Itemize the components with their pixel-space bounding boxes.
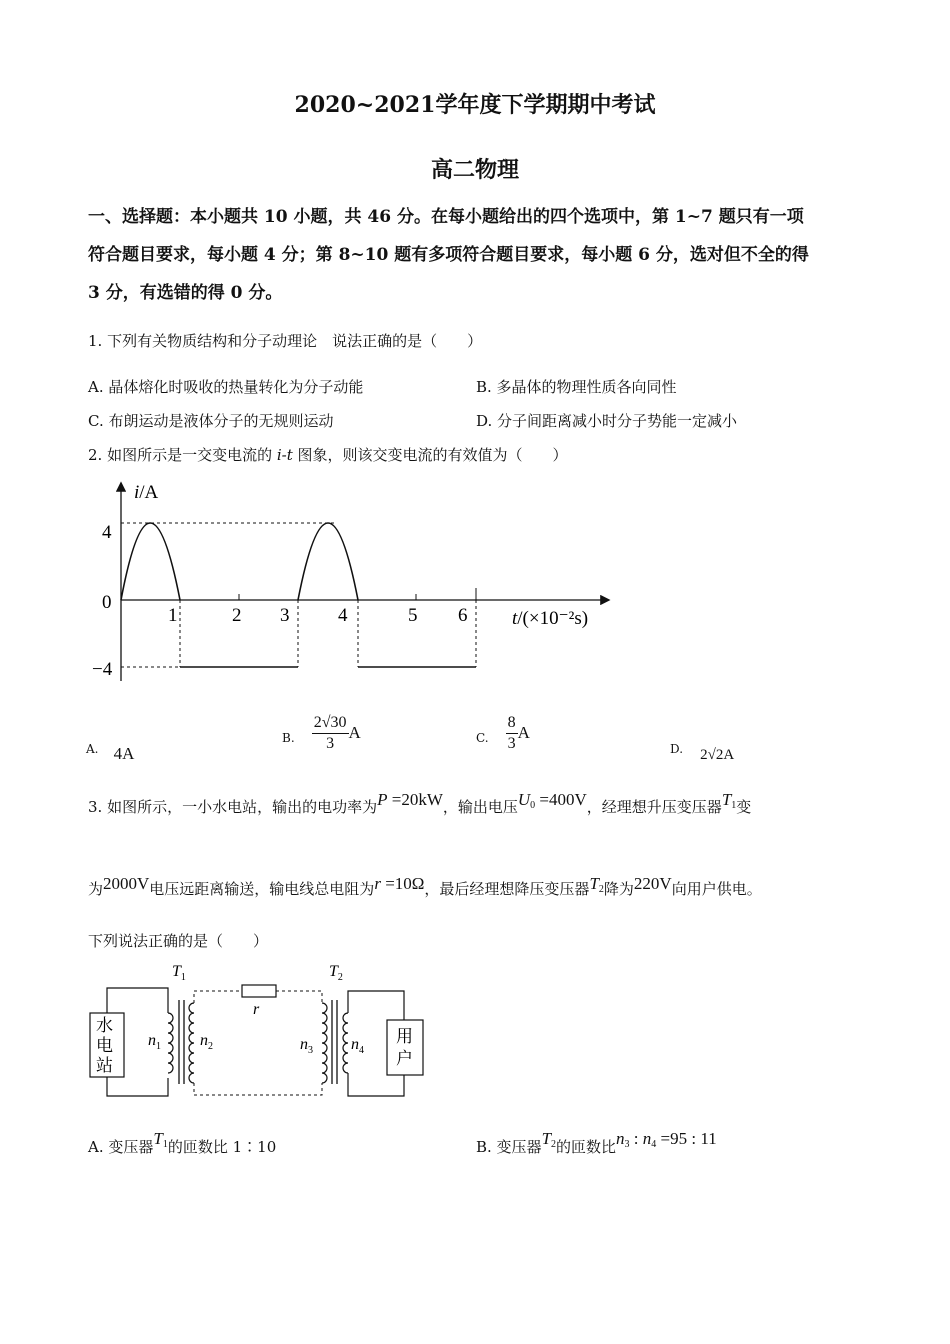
q2-option-c-unit: A	[517, 723, 530, 742]
q3-option-a	[88, 1129, 277, 1158]
q3-text-1: 3. 如图所示，一小水电站，输出的电功率为	[88, 798, 378, 816]
x-tick-5: 5	[408, 605, 418, 626]
coil-n3	[322, 1003, 327, 1083]
station-char-3: 站	[96, 1056, 113, 1075]
q1-option-a: A. 晶体熔化时吸收的热量转化为分子动能	[88, 378, 364, 396]
section-1-line-2: 符合题目要求，每小题 4 分；第 8~10 题有多项符合题目要求，每小题 6 分，选对但不全的得	[88, 245, 809, 265]
x-tick-3: 3	[280, 605, 290, 626]
q2-option-c-label: C.	[476, 731, 489, 745]
q1-stem: 1. 下列有关物质结构和分子动理论 说法正确的是（ ）	[88, 332, 483, 350]
q3-220v: 220V	[633, 874, 672, 893]
q2-option-c-numerator: 8	[506, 713, 518, 734]
q3-resistance-formula: r =10Ω	[374, 874, 425, 893]
q2-option-b-label: B.	[282, 731, 295, 745]
primary-loop-wire-bottom	[107, 1077, 168, 1096]
y-tick-neg4: −4	[92, 659, 113, 680]
half-sine-1	[121, 523, 180, 600]
q3-text-3: ，经理想升压变压器	[586, 798, 722, 816]
section-1-line-1: 一、选择题：本小题共 10 小题，共 46 分。在每小题给出的四个选项中，第 1~7 题只有一项	[88, 207, 804, 227]
exam-title: 2020~2021学年度下学期期中考试	[294, 92, 656, 118]
secondary-loop-wire-top	[348, 991, 404, 1020]
q3-t1-symbol: $T_1$	[721, 790, 737, 811]
q2-stem-pre: 2. 如图所示是一交变电流的	[88, 446, 277, 464]
transmission-line-top	[194, 991, 242, 1003]
q3-text-4: 变	[736, 798, 752, 816]
transmission-line-bottom	[194, 1083, 322, 1095]
q3-power-formula: P =20kW	[377, 790, 443, 809]
q2-stem-var: i-t	[276, 446, 293, 464]
q3-stem-line-2	[88, 874, 762, 900]
subject-title: 高二物理	[430, 157, 519, 183]
q3-option-a-t1: $T_1$	[153, 1129, 168, 1150]
t2-label: $T_2$	[329, 963, 343, 983]
coil-n2	[189, 1003, 194, 1083]
q3-option-a-post: 的匝数比 1∶10	[167, 1138, 277, 1156]
n4-label: $n_4$	[351, 1036, 364, 1056]
y-tick-0: 0	[102, 592, 112, 613]
q2-option-b-fraction	[312, 713, 349, 754]
q3-t2-symbol: $T_2$	[589, 874, 604, 895]
q2-option-d-value: 2√2A	[700, 747, 735, 763]
q2-option-a-label: A.	[86, 742, 99, 756]
q2-stem	[88, 444, 568, 465]
section-1-line-3: 3 分，有选错的得 0 分。	[88, 283, 283, 303]
q3-voltage-formula: $U_0 =400V$	[517, 790, 587, 811]
q2-option-c-denominator: 3	[507, 735, 516, 752]
n1-label: $n_1$	[148, 1032, 161, 1052]
q3-2000v: 2000V	[103, 874, 150, 893]
q2-option-b-unit: A	[348, 723, 361, 742]
q3-option-a-pre: A. 变压器	[88, 1138, 154, 1156]
x-tick-4: 4	[338, 605, 348, 626]
q1-option-d: D. 分子间距离减小时分子势能一定减小	[476, 412, 738, 430]
x-axis-label: t/(×10⁻²s)	[512, 608, 589, 629]
q2-option-c-fraction	[506, 713, 518, 754]
resistor-label: r	[253, 1001, 260, 1018]
i-t-graph	[88, 476, 618, 686]
x-tick-2: 2	[232, 605, 242, 626]
x-tick-1: 1	[168, 605, 178, 626]
q2-option-a	[86, 738, 135, 763]
user-char-2: 户	[396, 1049, 413, 1068]
transmission-line-top-right	[276, 991, 322, 1003]
y-tick-4: 4	[102, 522, 112, 543]
n3-label: $n_3$	[300, 1036, 313, 1056]
q3-l2-mid3: 降为	[603, 880, 634, 898]
q2-option-b	[282, 713, 361, 754]
n2-label: $n_2$	[200, 1032, 213, 1052]
q3-stem-line-3: 下列说法正确的是（ ）	[88, 932, 269, 950]
q2-option-c	[476, 713, 530, 754]
q2-option-a-value: 4A	[113, 744, 135, 763]
q1-option-b: B. 多晶体的物理性质各向同性	[476, 378, 677, 396]
coil-n4	[343, 1013, 348, 1073]
line-resistor	[242, 985, 276, 997]
half-sine-2	[298, 523, 358, 600]
q2-option-b-numerator: 2√30	[312, 713, 349, 734]
q3-option-b-pre: B. 变压器	[476, 1138, 542, 1156]
q3-text-2: ，输出电压	[442, 798, 518, 816]
primary-loop-wire	[107, 988, 168, 1013]
y-axis-label: i/A	[134, 482, 159, 503]
q3-l2-pre: 为	[88, 880, 104, 898]
q2-stem-post: 图象，则该交变电流的有效值为（ ）	[292, 446, 568, 464]
q3-option-b-ratio: $n_3$ : $n_4 =95$ : 11	[616, 1129, 717, 1150]
station-char-1: 水	[96, 1016, 113, 1035]
q2-option-d-label: D.	[670, 742, 684, 756]
secondary-loop-wire-bottom	[348, 1073, 404, 1096]
q3-l2-mid2: ，最后经理想降压变压器	[424, 880, 590, 898]
q3-option-b-t2: $T_2$	[541, 1129, 557, 1150]
q3-option-b	[476, 1129, 717, 1158]
q3-l2-mid1: 电压远距离输送，输电线总电阻为	[149, 880, 375, 898]
q3-option-b-post: 的匝数比	[556, 1138, 617, 1156]
user-char-1: 用	[396, 1027, 413, 1046]
q3-stem-line-1	[88, 790, 752, 818]
q2-option-b-denominator: 3	[326, 735, 335, 752]
power-transmission-diagram	[86, 958, 426, 1108]
x-tick-6: 6	[458, 605, 468, 626]
q3-l2-end: 向用户供电。	[671, 880, 762, 898]
t1-label: $T_1$	[172, 963, 186, 983]
q1-option-c: C. 布朗运动是液体分子的无规则运动	[88, 412, 334, 430]
q2-option-d	[670, 738, 735, 763]
coil-n1	[168, 1013, 173, 1073]
station-char-2: 电	[96, 1036, 113, 1055]
